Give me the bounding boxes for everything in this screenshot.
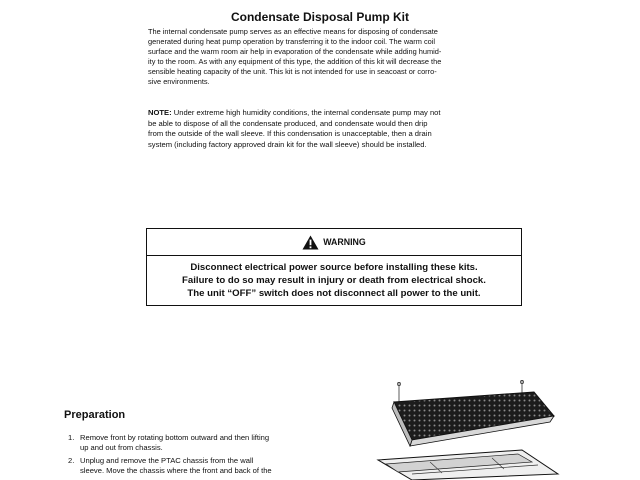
page-title: Condensate Disposal Pump Kit [230,10,410,24]
intro-line: surface and the warm room air help in evaporation of the condensate while adding humid- [148,46,442,56]
warning-heading: WARNING [323,237,366,247]
step-line: Unplug and remove the PTAC chassis from the wall [80,456,254,465]
step-line: sleeve. Move the chassis where the front and back of the [80,466,272,475]
warning-triangle-icon [302,235,319,250]
warning-box [146,228,522,306]
intro-line: generated during heat pump operation by transferring it to the indoor coil. The warm coil [148,36,436,46]
warning-header [147,229,521,256]
step-line: up and out from chassis. [80,443,163,452]
preparation-heading: Preparation [64,409,126,421]
note-line: from the outside of the wall sleeve. If this condensation is unacceptable, then a drain [148,129,432,139]
warning-line: Disconnect electrical power source before installing these kits. [190,262,478,273]
ptac-chassis-illustration [372,378,562,480]
step-text [80,456,272,476]
intro-line: sive environments. [148,76,210,86]
note-line: system (including factory approved drain kit for the wall sleeve) should be installed. [148,139,427,149]
step-text [80,433,269,453]
warning-body [147,256,521,300]
note-first-line: Under extreme high humidity conditions, the internal condensate pump may not [171,108,441,117]
intro-line: sensible heating capacity of the unit. This kit is not intended for use in seacoast or corro- [148,66,437,76]
preparation-steps [68,433,368,479]
note-line [148,108,548,119]
note-paragraph [148,108,548,150]
intro-line: The internal condensate pump serves as an effective means for disposing of condensate [148,27,438,36]
step-number: 1. [68,433,75,442]
note-label: NOTE: [148,108,172,117]
note-line: be able to dispose of all the condensate produced, and condensate would then drip [148,118,428,128]
step-line: Remove front by rotating bottom outward and then lifting [80,433,270,442]
step-number: 2. [68,456,75,465]
warning-line: Failure to do so may result in injury or death from electrical shock. [182,275,486,286]
intro-paragraph [148,27,548,86]
step-item [68,456,368,476]
intro-line: ity to the room. As with any equipment of this type, the addition of this kit will decrease the [148,56,442,66]
step-item [68,433,368,453]
warning-line: The unit “OFF” switch does not disconnect all power to the unit. [187,288,481,299]
